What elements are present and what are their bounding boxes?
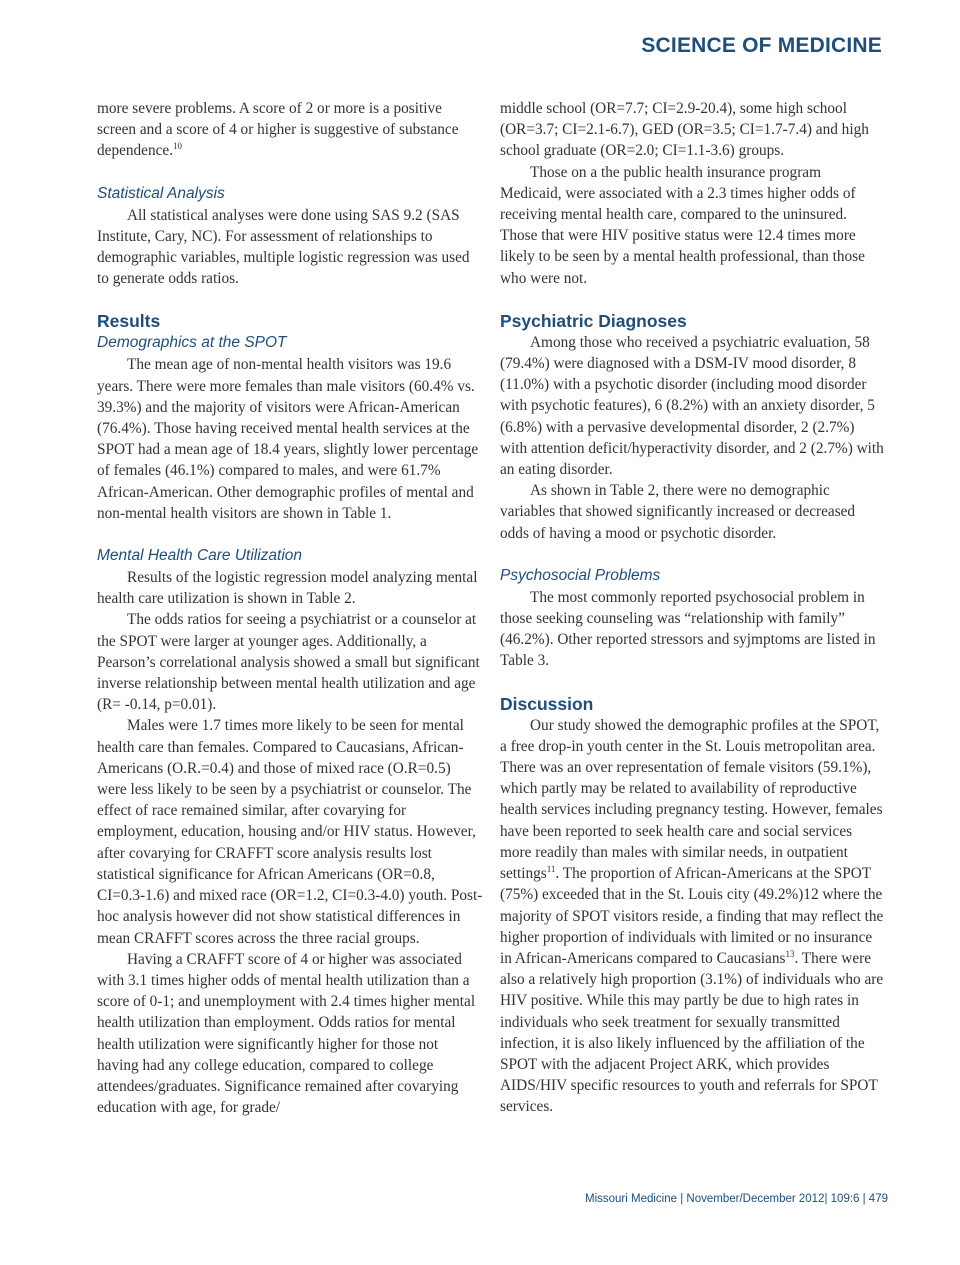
body-paragraph: more severe problems. A score of 2 or more is a positive screen and a score of 4 or higher is suggestive of substance dependence.$^{10}$: [97, 100, 459, 160]
body-paragraph: Results of the logistic regression model analyzing mental health care utilization is shown in Table 2.: [97, 569, 478, 608]
heading-results: Results: [97, 311, 161, 332]
left-column: [97, 98, 483, 1118]
body-paragraph: Males were 1.7 times more likely to be seen for mental health care than females. Compared to Caucasians, African-Americans (O.R.=0.4) and those of mixed race (O.R=0.5) were less likely to be seen by a psychiatrist or counselor. The effect of race remained similar, after covarying for employment, education, housing and/or HIV status. However, after covarying for CRAFFT score analysis results lost statistical significance for African Americans (OR=0.8, CI=0.3-1.6) and mixed race (OR=1.2, CI=0.3-4.0) youth. Post-hoc analysis however did not show statistical differences in mean CRAFFT scores across the three racial groups.: [97, 717, 483, 947]
heading-discussion: Discussion: [500, 693, 594, 714]
body-paragraph: All statistical analyses were done using SAS 9.2 (SAS Institute, Cary, NC). For assessment of relationships to demographic variables, multiple logistic regression was used to generate odds ratios.: [97, 206, 470, 288]
body-paragraph: The most commonly reported psychosocial problem in those seeking counseling was “relationship with family” (46.2%). Other reported stressors and syjmptoms are listed in Table 3.: [500, 588, 876, 670]
body-paragraph: Our study showed the demographic profiles at the SPOT, a free drop-in youth center in the St. Louis metropolitan area. There was an over representation of female visitors (59.1%), which partly may be related to availability of reproductive health services including pregnancy testing. However, females have been reported to seek health care and social services more readily than males with similar needs, in outpatient settings$^{11}$. The proportion of African-Americans at the SPOT (75%) exceeded that in the St. Louis city (49.2%)12 where the majority of SPOT visitors reside, a finding that may reflect the higher proportion of individuals with limited or no insurance in African-Americans compared to Caucasians$^{13}$. There were also a relatively high proportion (3.1%) of individuals who are HIV positive. While this may partly be due to high rates in individuals who seek treatment for sexually transmitted infection, it is also likely influenced by the affiliation of the SPOT with the adjacent Project ARK, which provides AIDS/HIV specific resources to youth and referrals for SPOT services.: [500, 716, 884, 1116]
body-paragraph: As shown in Table 2, there were no demographic variables that showed significantly increased or decreased odds of having a mood or psychotic disorder.: [500, 482, 856, 542]
body-paragraph: Having a CRAFFT score of 4 or higher was associated with 3.1 times higher odds of mental health utilization than a score of 0-1; and unemployment with 2.4 times higher mental health utilization than employment. Odds ratios for mental health utilization were significantly higher for those not having had any college education, compared to college attendees/graduates. Significance remained after covarying education with age, for grade/: [97, 950, 476, 1117]
body-paragraph: Among those who received a psychiatric evaluation, 58 (79.4%) were diagnosed with a DSM-IV mood disorder, 8 (11.0%) with a psychotic disorder (including mood disorder with psychotic features), 6 (8.2%) with an anxiety disorder, 5 (6.8%) with a pervasive developmental disorder, 2 (2.7%) with attention deficit/hyperactivity disorder, and 2 (2.7%) with an eating disorder.: [500, 333, 884, 479]
section-title: SCIENCE OF MEDICINE: [641, 34, 882, 57]
citation-superscript: 13: [785, 948, 795, 959]
heading-psychiatric-diagnoses: Psychiatric Diagnoses: [500, 310, 687, 331]
subheading-mental-health-care-utilization: Mental Health Care Utilization: [97, 547, 303, 565]
subheading-psychosocial-problems: Psychosocial Problems: [500, 566, 661, 584]
page-footer: Missouri Medicine | November/December 2012| 109:6 | 479: [585, 1193, 888, 1205]
body-paragraph: The mean age of non-mental health visitors was 19.6 years. There were more females than male visitors (60.4% vs. 39.3%) and the majority of visitors were African-American (76.4%). Those having received mental health services at the SPOT had a mean age of 18.4 years, slightly lower percentage of females (46.1%) compared to males, and were 61.7% African-American. Other demographic profiles of mental and non-mental health visitors are shown in Table 1.: [97, 356, 479, 522]
citation-superscript: 10: [173, 141, 183, 152]
subheading-demographics: Demographics at the SPOT: [97, 334, 287, 352]
citation-superscript: 11: [546, 864, 556, 874]
body-paragraph: middle school (OR=7.7; CI=2.9-20.4), some high school (OR=3.7; CI=2.1-6.7), GED (OR=3.5; CI=1.7-7.4) and high school graduate (OR=2.0; CI=1.1-3.6) groups.: [500, 100, 869, 160]
body-paragraph: Those on a the public health insurance program Medicaid, were associated with a 2.3 times higher odds of receiving mental health care, compared to the uninsured. Those that were HIV positive status were 12.4 times more likely to be seen by a mental health professional, than those who were not.: [500, 163, 865, 287]
right-column: [500, 98, 885, 1118]
body-paragraph: The odds ratios for seeing a psychiatrist or a counselor at the SPOT were larger at younger ages. Additionally, a Pearson’s correlational analysis showed a small but significant inverse relationship between mental health utilization and age (R= -0.14, p=0.01).: [97, 611, 480, 714]
subheading-statistical-analysis: Statistical Analysis: [97, 184, 225, 202]
